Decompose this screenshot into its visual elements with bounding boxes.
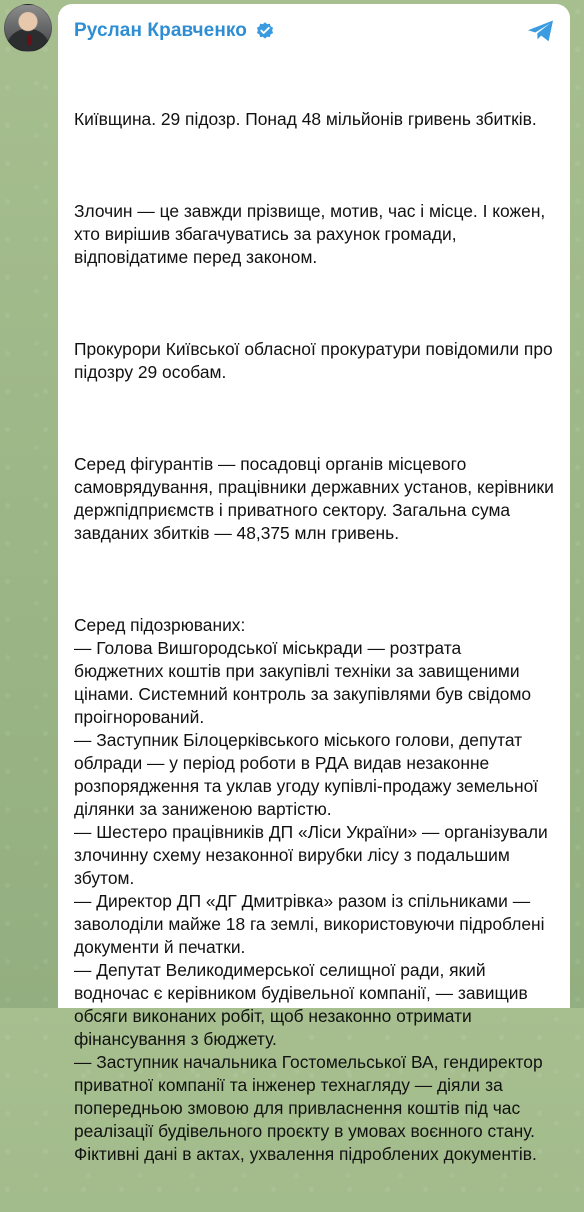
- message-paragraph-2: Злочин — це завжди прізвище, мотив, час і місце. І кожен, хто вирішив збагачуватись за рахунок громади, відповідатиме перед законом.: [74, 201, 551, 267]
- avatar-tie-decoration: [27, 35, 31, 45]
- avatar[interactable]: [4, 4, 52, 52]
- verified-badge-icon: [255, 21, 275, 41]
- share-icon[interactable]: [526, 18, 556, 44]
- message-paragraph-4: Серед фігурантів — посадовці органів місцевого самоврядування, працівники державних установ, керівники держпідприємств і приватного сектору. Загальна сума завданих збитків — 48,375 млн гривень.: [74, 454, 559, 543]
- message-paragraph-1: Київщина. 29 підозр. Понад 48 мільйонів гривень збитків.: [74, 109, 537, 129]
- message-bubble: [58, 4, 570, 1164]
- message-paragraph-3: Прокурори Київської обласної прокуратури повідомили про підозру 29 особам.: [74, 339, 558, 382]
- channel-name[interactable]: Руслан Кравченко: [74, 20, 247, 41]
- message-paragraph-5: Серед підозрюваних: — Голова Вишгородської міськради — розтрата бюджетних коштів при закупівлі техніки за завищеними цінами. Системний контроль за закупівлями був свідомо проігнорований. — Заступник Білоцерківського міського голови, депутат облради — у період роботи в РДА видав незаконне розпорядження та уклав угоду купівлі-продажу земельної ділянки за заниженою вартістю. — Шестеро працівників ДП «Ліси України» — організували злочинну схему незаконної вирубки лісу з подальшим збутом. — Директор ДП «ДГ Дмитрівка» разом із спільниками — заволоділи майже 18 га землі, використовуючи підроблені документи й печатки. — Депутат Великодимерської селищної ради, який водночас є керівником будівельної компанії, — завищив обсяги виконаних робіт, щоб незаконно отримати фінансування з бюджету. — Заступник начальника Гостомельської ВА, гендиректор приватної компанії та інженер технагляду — діяли за попередньою змовою для привласнення коштів під час реалізації будівельного проєкту в умовах воєнного стану. Фіктивні дані в актах, ухвалення підроблених документів.: [74, 615, 548, 1164]
- message-text: [74, 62, 559, 1212]
- message-header: [74, 18, 554, 44]
